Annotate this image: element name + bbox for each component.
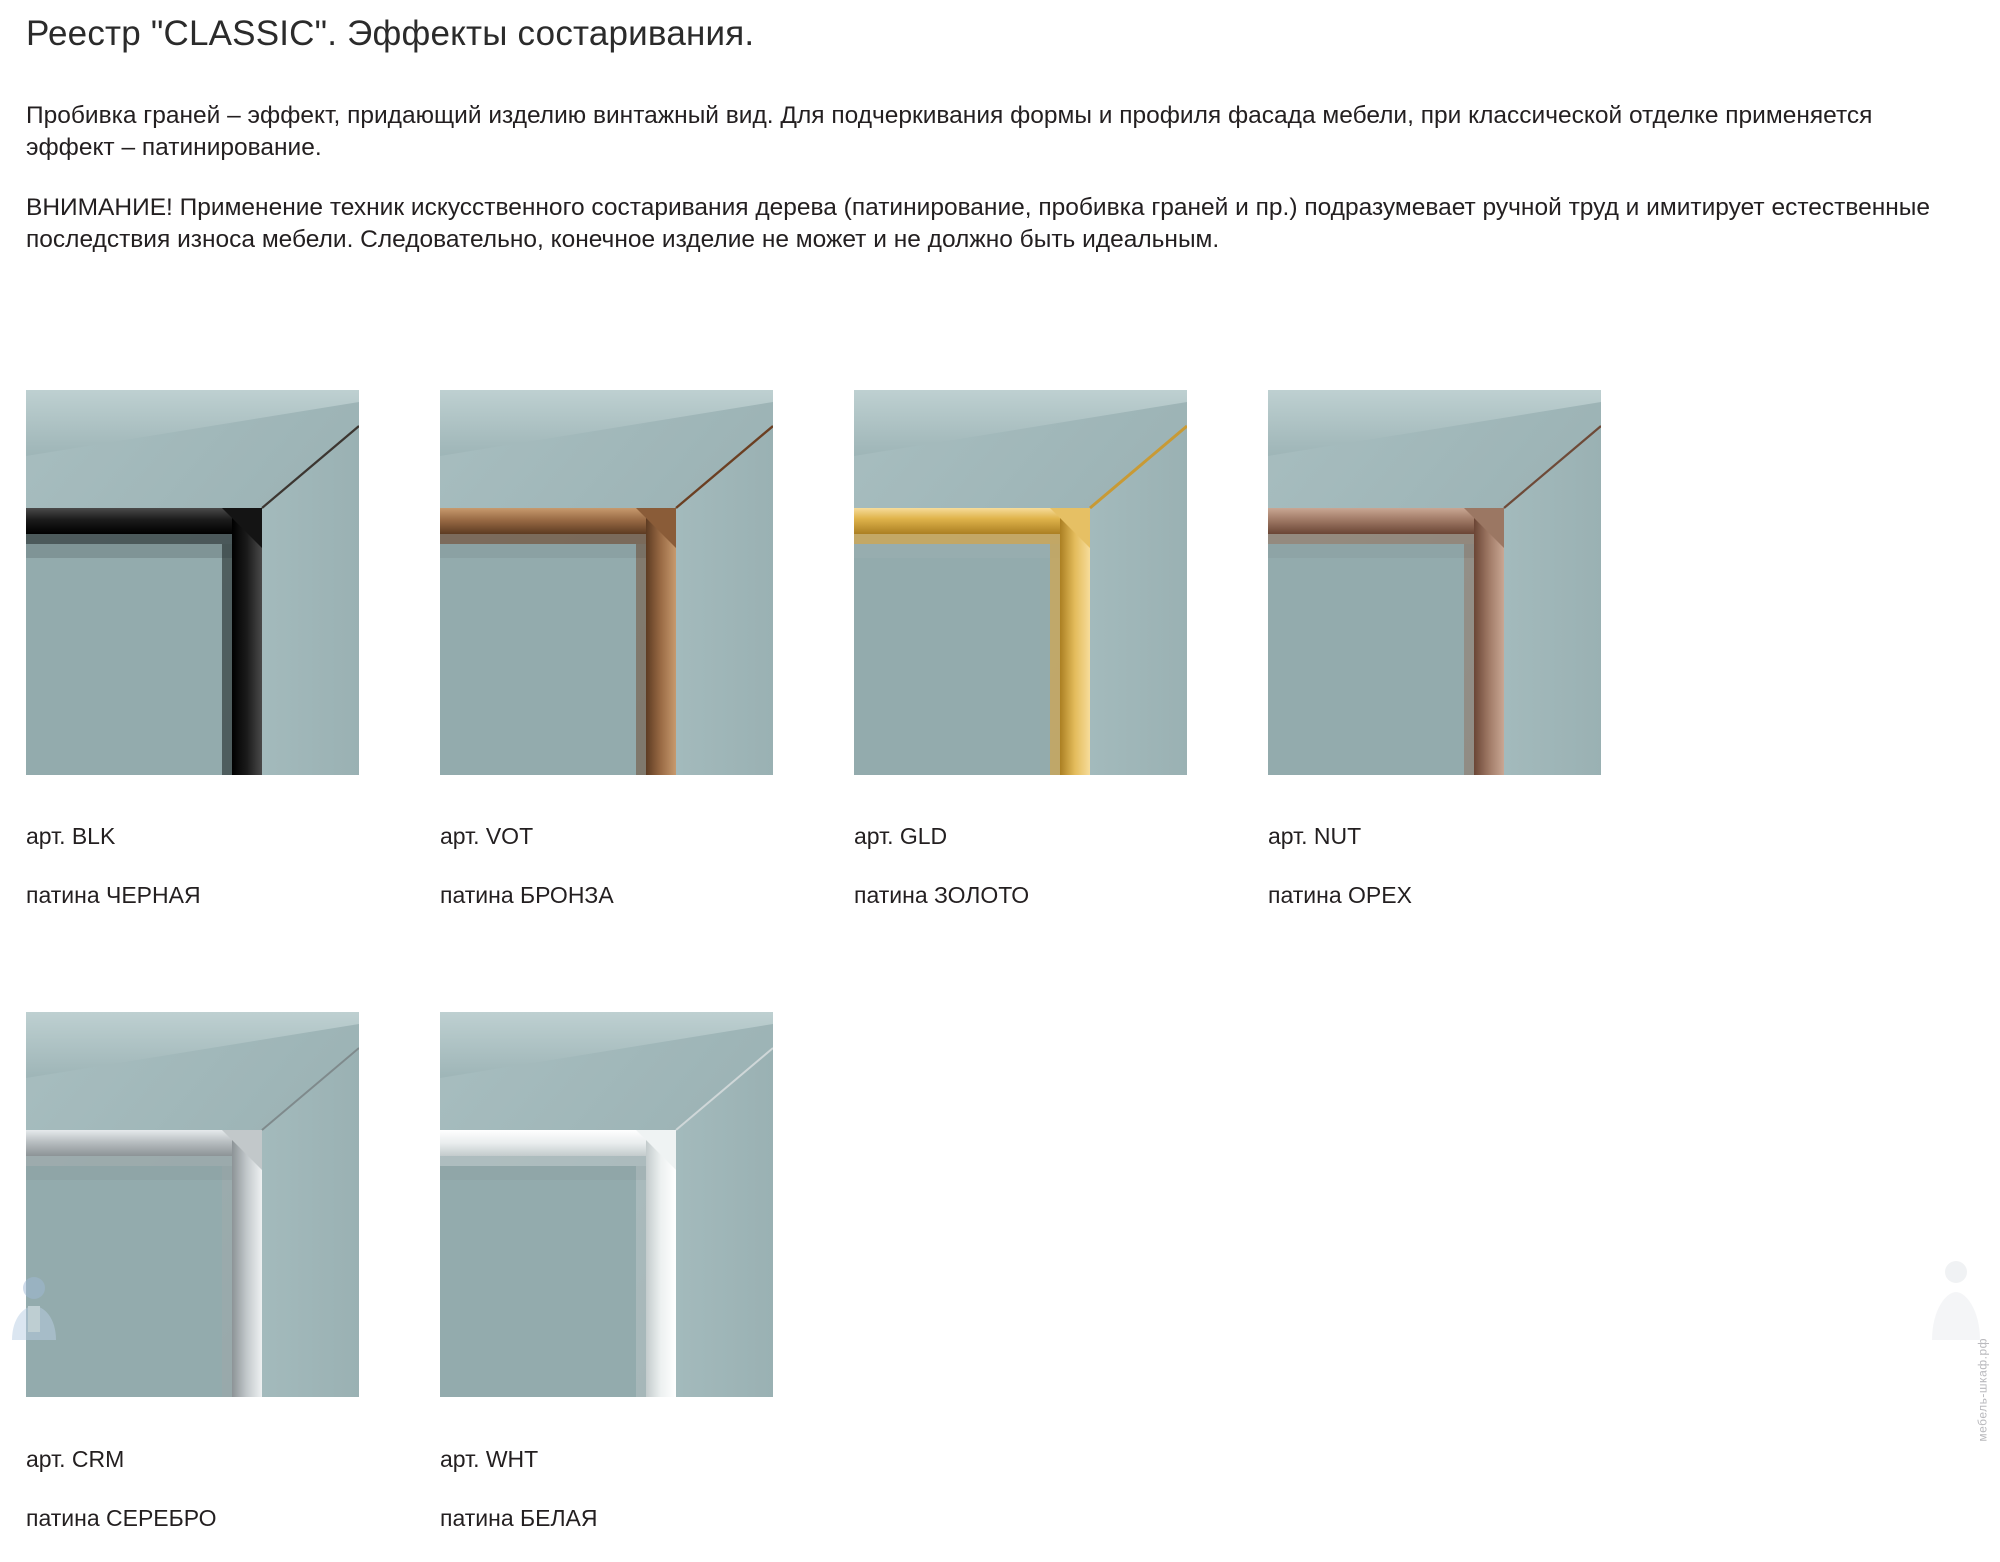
sample-image-vot (440, 390, 773, 775)
intro-paragraph: Пробивка граней – эффект, придающий изделию винтажный вид. Для подчеркивания формы и профиля фасада мебели, при классической отделке применяется эффект – патинирование. (26, 102, 1873, 162)
sample-caption (26, 1415, 440, 1562)
sample-patina: патина БЕЛАЯ (440, 1504, 598, 1531)
warning-text: Применение техник искусственного состаривания дерева (патинирование, пробивка граней и пр.) подразумевает ручной труд и имитирует естественные последствия износа мебели. Следовательно, конечное изделие не может и не должно быть идеальным. (26, 194, 1931, 254)
door-corner-illustration (440, 1012, 773, 1397)
sample-caption (26, 793, 440, 940)
sample-code: арт. WHT (440, 1445, 539, 1472)
warning-paragraph (26, 192, 1951, 257)
sample-patina: патина БРОНЗА (440, 882, 614, 909)
sample-caption (1268, 793, 1682, 940)
watermark-person-icon (1926, 1256, 1986, 1342)
sample-card-empty (1268, 1012, 1682, 1562)
sample-code: арт. NUT (1268, 823, 1362, 850)
samples-row-2 (26, 1012, 1976, 1562)
sample-card-empty (854, 1012, 1268, 1562)
page-title: Реестр "CLASSIC". Эффекты состаривания. (26, 14, 755, 53)
sample-code: арт. VOT (440, 823, 534, 850)
door-corner-illustration (26, 1012, 359, 1397)
sample-image-crm (26, 1012, 359, 1397)
sample-code: арт. GLD (854, 823, 948, 850)
samples-row-1 (26, 390, 1976, 940)
sample-card[interactable] (440, 1012, 854, 1562)
door-corner-illustration (26, 390, 359, 775)
sample-card[interactable] (26, 390, 440, 940)
sample-code: арт. CRM (26, 1445, 125, 1472)
warning-label: ВНИМАНИЕ! (26, 194, 173, 221)
sample-code: арт. BLK (26, 823, 116, 850)
door-corner-illustration (440, 390, 773, 775)
sample-caption (440, 793, 854, 940)
watermark-person-icon (6, 1272, 62, 1342)
sample-patina: патина ЧЕРНАЯ (26, 882, 201, 909)
sample-card[interactable] (1268, 390, 1682, 940)
sample-image-nut (1268, 390, 1601, 775)
sample-image-gld (854, 390, 1187, 775)
samples-grid (26, 390, 1976, 1562)
sample-caption (440, 1415, 854, 1562)
door-corner-illustration (1268, 390, 1601, 775)
sample-caption (854, 793, 1268, 940)
sample-image-blk (26, 390, 359, 775)
sample-image-wht (440, 1012, 773, 1397)
sample-patina: патина СЕРЕБРО (26, 1504, 217, 1531)
sample-card[interactable] (26, 1012, 440, 1562)
sample-card[interactable] (440, 390, 854, 940)
sample-patina: патина ОРЕХ (1268, 882, 1412, 909)
watermark-text: мебель-шкаф.рф (1976, 1338, 1990, 1442)
sample-card[interactable] (854, 390, 1268, 940)
door-corner-illustration (854, 390, 1187, 775)
sample-patina: патина ЗОЛОТО (854, 882, 1030, 909)
